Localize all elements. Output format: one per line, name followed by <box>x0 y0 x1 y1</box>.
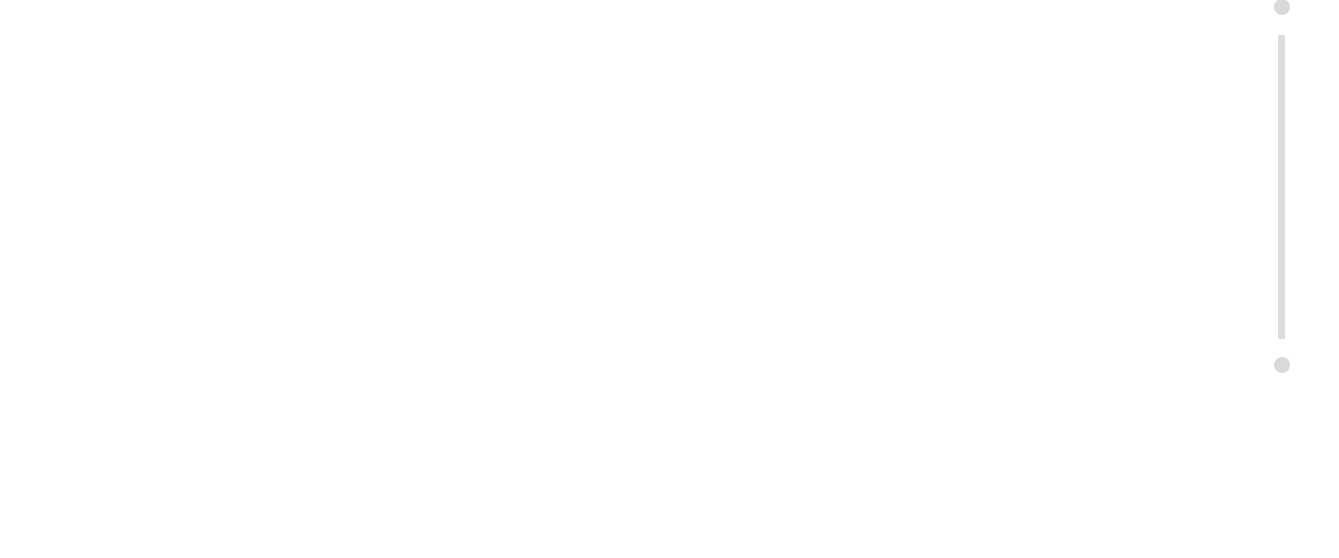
scroll-up-button[interactable] <box>1274 0 1290 15</box>
scrollbar-thumb[interactable] <box>1278 35 1285 339</box>
scroll-down-button[interactable] <box>1274 357 1290 373</box>
scrollbar-track[interactable] <box>1278 35 1286 339</box>
vertical-scrollbar[interactable] <box>1272 0 1292 374</box>
